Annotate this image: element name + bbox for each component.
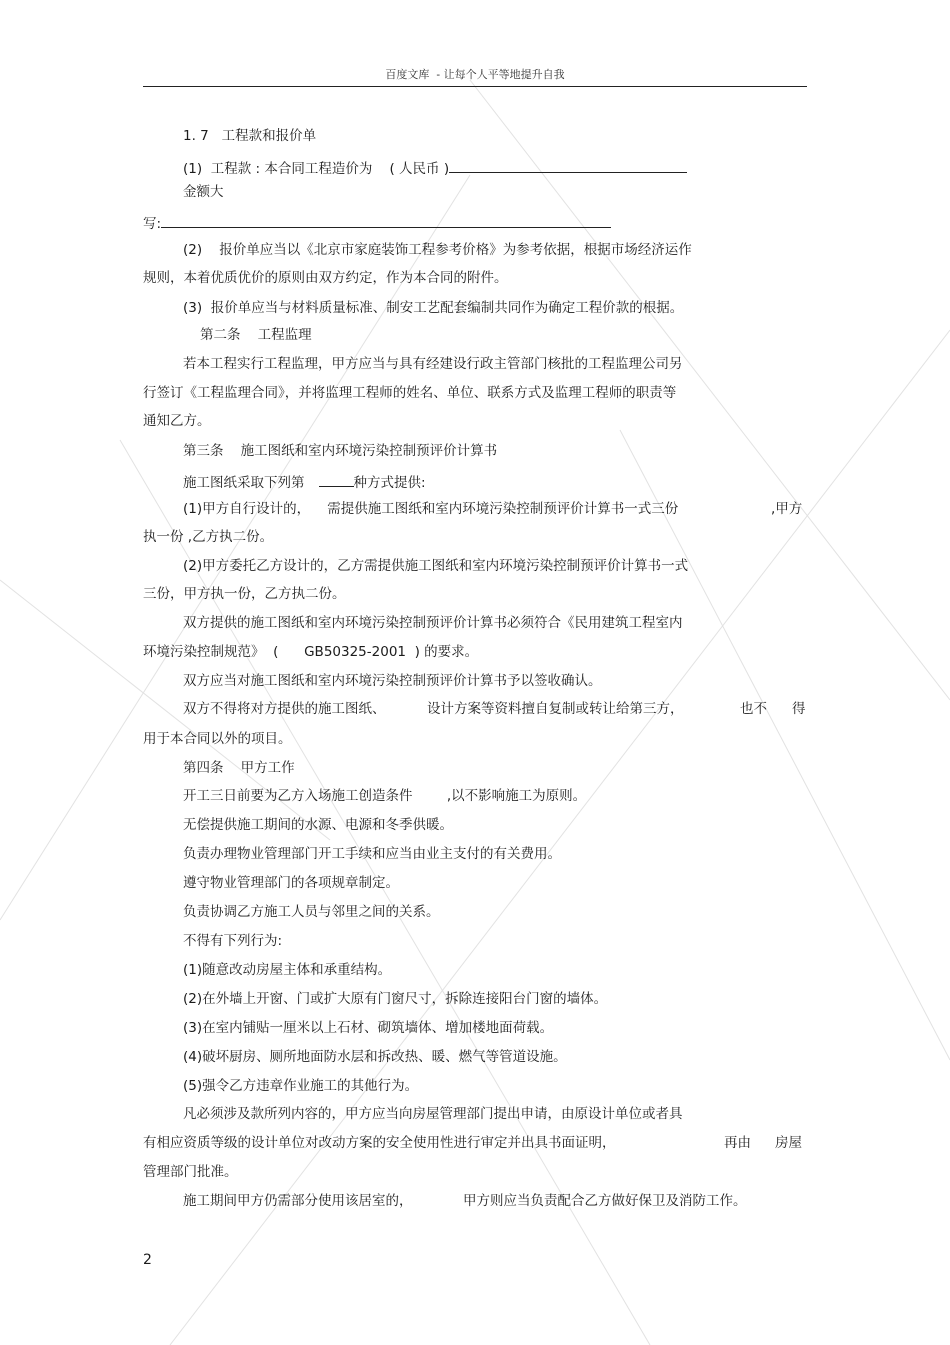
paragraph-line: 通知乙方。 [143, 413, 211, 429]
blank-field [319, 472, 354, 487]
blank-field [449, 158, 687, 173]
paragraph-line: 不得有下列行为: [183, 933, 283, 949]
paragraph-line: 负责协调乙方施工人员与邻里之间的关系。 [183, 904, 440, 920]
paragraph-line: 设计方案等资料擅自复制或转让给第三方， [427, 701, 684, 717]
paragraph-line: 房屋 [775, 1135, 802, 1151]
paragraph-line: (1) 工程款 : 本合同工程造价为 ( 人民币 ) [183, 158, 687, 177]
paragraph-line: 执一份 ,乙方执二份。 [143, 529, 274, 545]
page-number: 2 [143, 1252, 152, 1268]
list-item: (2)在外墙上开窗、门或扩大原有门窗尺寸，拆除连接阳台门窗的墙体。 [183, 991, 608, 1007]
paragraph-line: 双方应当对施工图纸和室内环境污染控制预评价计算书予以签收确认。 [183, 673, 602, 689]
paragraph-line: 有相应资质等级的设计单位对改动方案的安全使用性进行审定并出具书面证明， [143, 1135, 616, 1151]
paragraph-line: 施工图纸采取下列第 种方式提供: [183, 472, 426, 491]
list-item: (1)随意改动房屋主体和承重结构。 [183, 962, 392, 978]
paragraph-line: (2) 报价单应当以《北京市家庭装饰工程参考价格》为参考依据，根据市场经济运作 [183, 242, 692, 258]
paragraph-line: (1)甲方自行设计的， 需提供施工图纸和室内环境污染控制预评价计算书一式三份 [183, 501, 679, 517]
page-header: 百度文库 - 让每个人平等地提升自我 [385, 68, 565, 81]
paragraph-line: 无偿提供施工期间的水源、电源和冬季供暖。 [183, 817, 453, 833]
paragraph-line: 管理部门批准。 [143, 1164, 238, 1180]
section-heading: 第四条 甲方工作 [183, 760, 295, 776]
paragraph-line: 用于本合同以外的项目。 [143, 731, 292, 747]
paragraph-line: 金额大 [183, 184, 224, 200]
paragraph-line: 环境污染控制规范》 ( GB50325-2001 ) 的要求。 [143, 644, 479, 660]
paragraph-line: 规则，本着优质优价的原则由双方约定，作为本合同的附件。 [143, 270, 508, 286]
section-heading: 第二条 工程监理 [200, 327, 312, 343]
paragraph-line: 负责办理物业管理部门开工手续和应当由业主支付的有关费用。 [183, 846, 561, 862]
list-item: (4)破坏厨房、厕所地面防水层和拆改热、暖、燃气等管道设施。 [183, 1049, 567, 1065]
blank-field [161, 213, 611, 228]
paragraph-line: 甲方则应当负责配合乙方做好保卫及消防工作。 [463, 1193, 747, 1209]
paragraph-line: (2)甲方委托乙方设计的，乙方需提供施工图纸和室内环境污染控制预评价计算书一式 [183, 558, 689, 574]
paragraph-line: 双方不得将对方提供的施工图纸、 [183, 701, 386, 717]
paragraph-line: 施工期间甲方仍需部分使用该居室的， [183, 1193, 413, 1209]
section-heading: 1. 7 工程款和报价单 [183, 128, 317, 144]
paragraph-line: 若本工程实行工程监理，甲方应当与具有经建设行政主管部门核批的工程监理公司另 [183, 356, 683, 372]
paragraph-line: (3) 报价单应当与材料质量标准、制安工艺配套编制共同作为确定工程价款的根据。 [183, 300, 684, 316]
paragraph-line: 写: [143, 213, 611, 232]
paragraph-line: 开工三日前要为乙方入场施工创造条件 ,以不影响施工为原则。 [183, 788, 587, 804]
paragraph-line: 三份，甲方执一份，乙方执二份。 [143, 586, 346, 602]
header-rule [143, 86, 807, 87]
paragraph-line: 再由 [724, 1135, 751, 1151]
paragraph-line: ,甲方 [771, 501, 803, 517]
section-heading: 第三条 施工图纸和室内环境污染控制预评价计算书 [183, 443, 498, 459]
list-item: (5)强令乙方违章作业施工的其他行为。 [183, 1078, 419, 1094]
paragraph-line: 得 [792, 701, 806, 717]
paragraph-line: 也不 [740, 701, 767, 717]
paragraph-line: 凡必须涉及款所列内容的，甲方应当向房屋管理部门提出申请，由原设计单位或者具 [183, 1106, 683, 1122]
list-item: (3)在室内铺贴一厘米以上石材、砌筑墙体、增加楼地面荷载。 [183, 1020, 554, 1036]
paragraph-line: 遵守物业管理部门的各项规章制定。 [183, 875, 399, 891]
paragraph-line: 双方提供的施工图纸和室内环境污染控制预评价计算书必须符合《民用建筑工程室内 [183, 615, 683, 631]
paragraph-line: 行签订《工程监理合同》，并将监理工程师的姓名、单位、联系方式及监理工程师的职责等 [143, 385, 677, 401]
